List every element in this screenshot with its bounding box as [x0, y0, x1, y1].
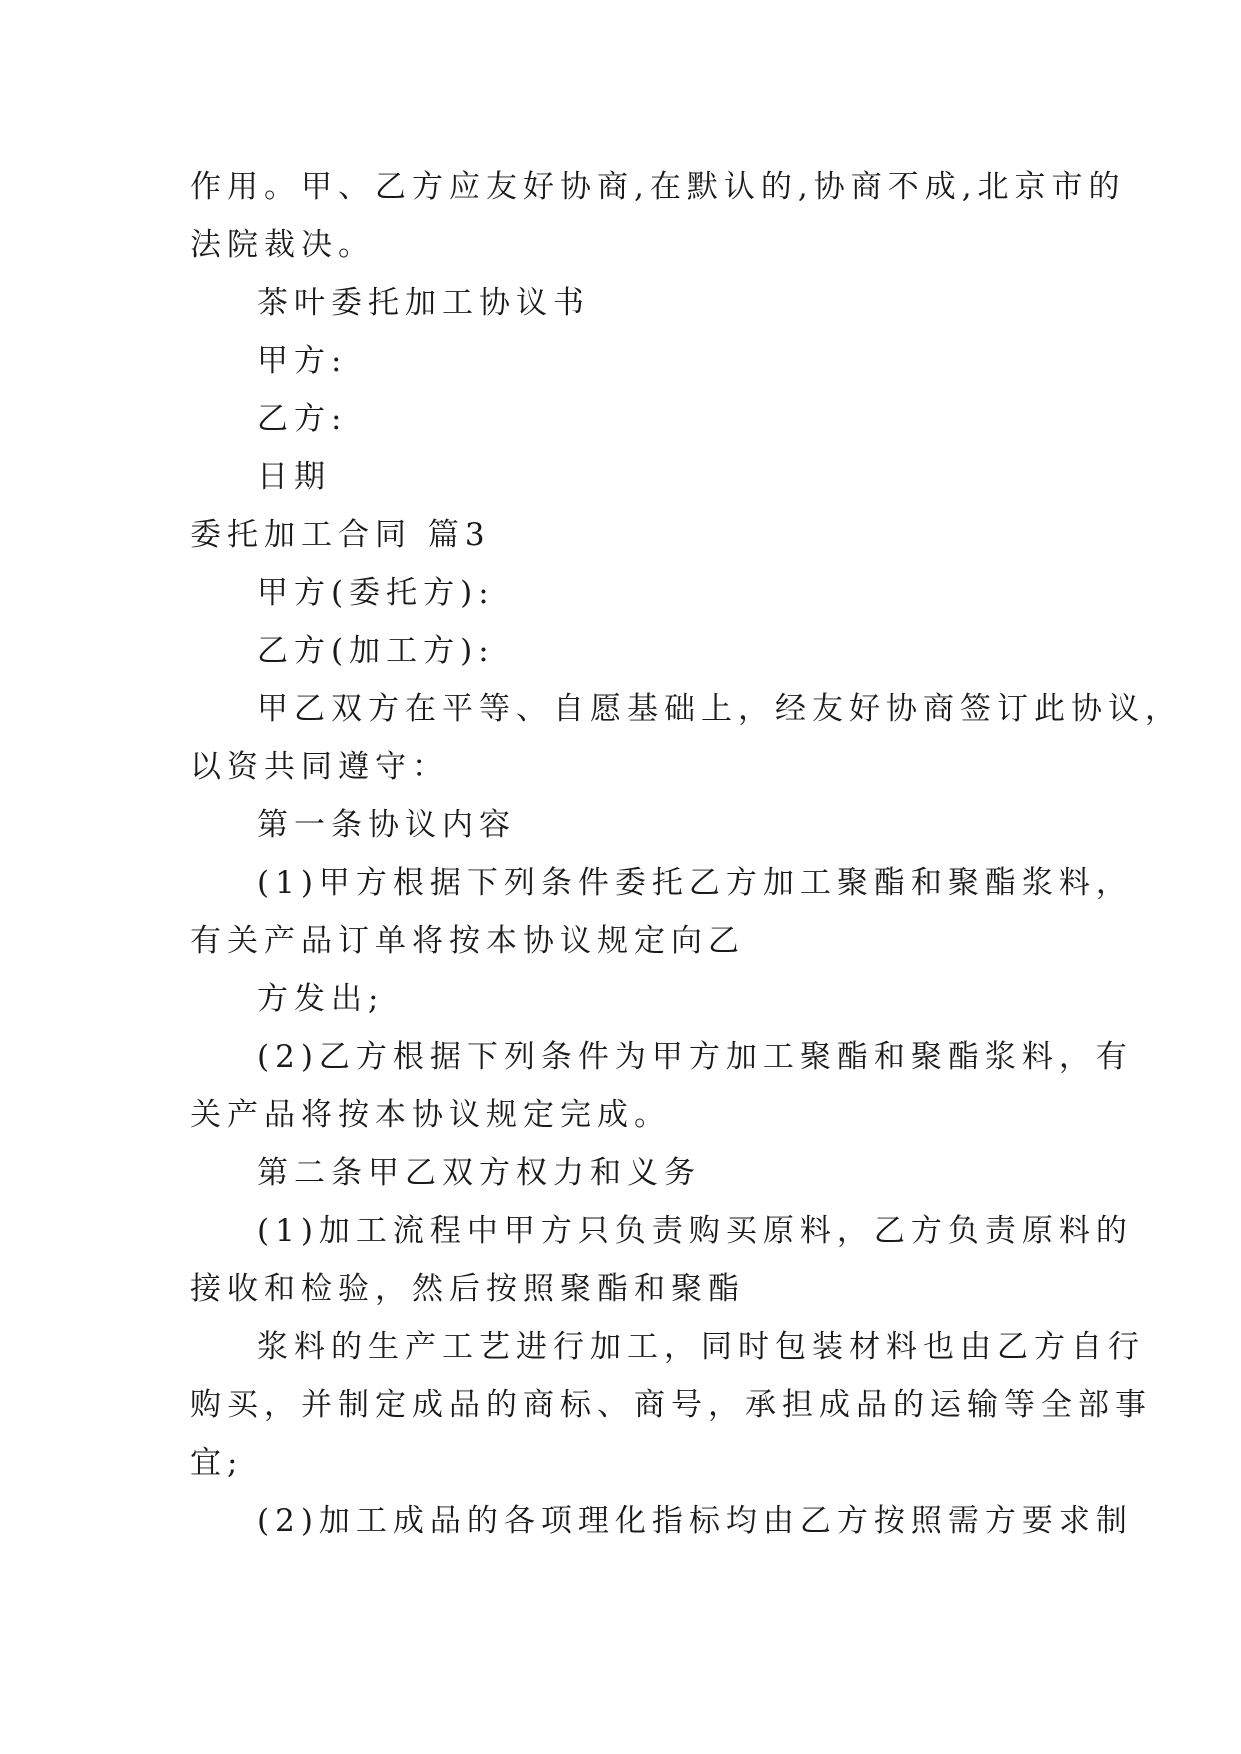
paragraph-line: 有关产品订单将按本协议规定向乙: [190, 923, 745, 959]
paragraph-line: 作用。甲、乙方应友好协商,在默认的,协商不成,北京市的: [190, 169, 1126, 205]
party-b-label: 乙方(加工方):: [257, 633, 495, 669]
article-heading: 第一条协议内容: [257, 807, 516, 843]
paragraph-line: 购买，并制定成品的商标、商号，承担成品的运输等全部事: [190, 1387, 1152, 1423]
paragraph-line: (1)加工流程中甲方只负责购买原料，乙方负责原料的: [257, 1213, 1133, 1249]
contract-heading: 委托加工合同 篇3: [190, 517, 491, 553]
paragraph-line: 以资共同遵守：: [190, 749, 449, 785]
paragraph-line: 方发出;: [257, 981, 385, 1017]
paragraph-line: 浆料的生产工艺进行加工，同时包装材料也由乙方自行: [257, 1329, 1145, 1365]
party-a-label: 甲方:: [257, 343, 348, 379]
paragraph-line: (2)加工成品的各项理化指标均由乙方按照需方要求制: [257, 1503, 1133, 1539]
paragraph-line: 法院裁决。: [190, 227, 375, 263]
party-b-label: 乙方:: [257, 401, 348, 437]
paragraph-line: (2)乙方根据下列条件为甲方加工聚酯和聚酯浆料，有: [257, 1039, 1133, 1075]
section-title: 茶叶委托加工协议书: [257, 285, 590, 321]
paragraph-line: 接收和检验，然后按照聚酯和聚酯: [190, 1271, 745, 1307]
article-heading: 第二条甲乙双方权力和义务: [257, 1155, 701, 1191]
paragraph-line: (1)甲方根据下列条件委托乙方加工聚酯和聚酯浆料，: [257, 865, 1133, 901]
paragraph-line: 甲乙双方在平等、自愿基础上，经友好协商签订此协议，: [257, 691, 1182, 727]
party-a-label: 甲方(委托方):: [257, 575, 495, 611]
paragraph-line: 宜;: [190, 1445, 244, 1481]
paragraph-line: 关产品将按本协议规定完成。: [190, 1097, 671, 1133]
date-label: 日期: [257, 459, 331, 495]
